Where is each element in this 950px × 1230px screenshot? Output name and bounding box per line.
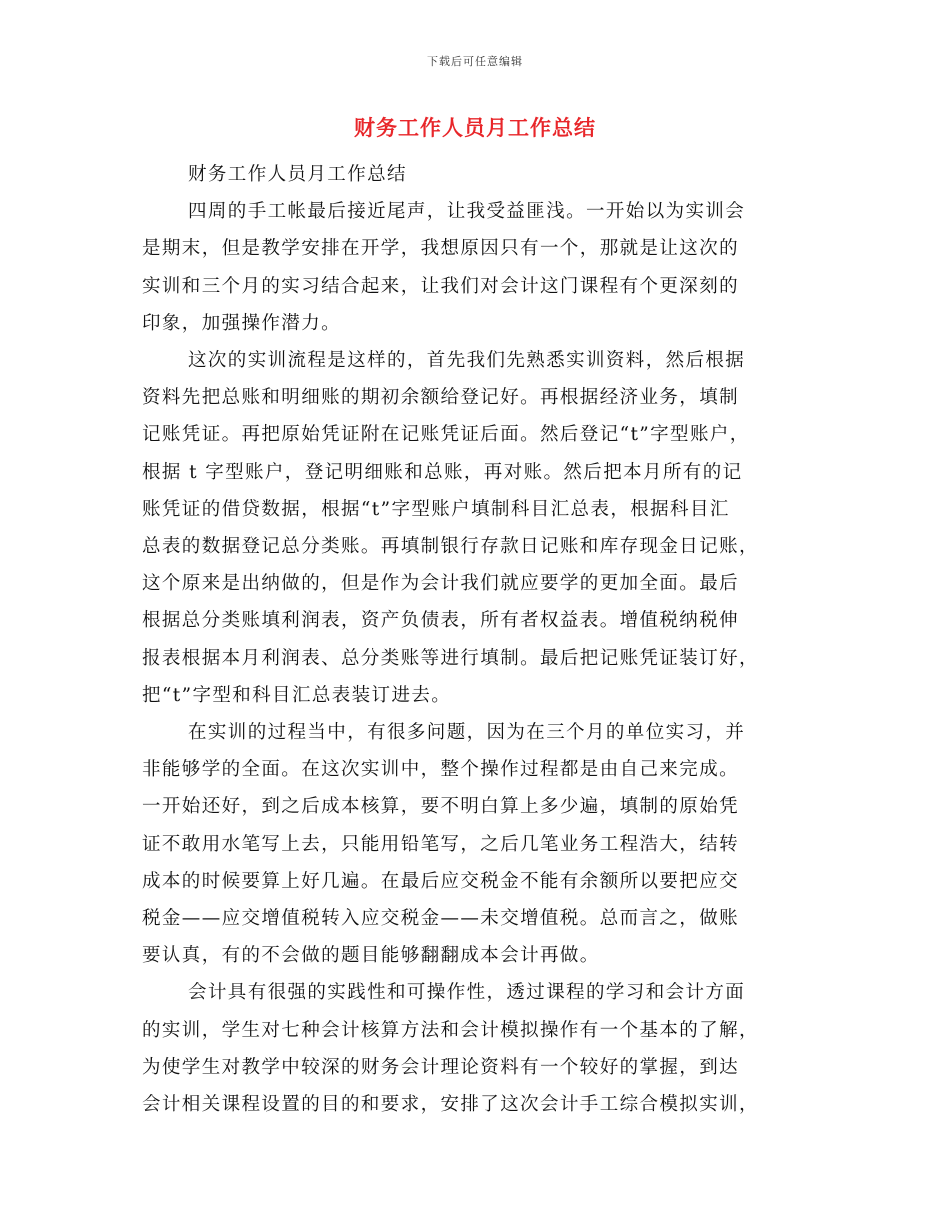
text-line: 账凭证的借贷数据，根据“t”字型账户填制科目汇总表，根据科目汇 (142, 498, 730, 520)
text-line: 报表根据本月利润表、总分类账等进行填制。最后把记账凭证装订好， (142, 647, 759, 669)
paragraph (142, 714, 812, 974)
text-line: 是期末，但是教学安排在开学，我想原因只有一个，那就是让这次的 (142, 238, 740, 260)
paragraph (142, 974, 812, 1123)
text-line: 财务工作人员月工作总结 (188, 164, 407, 185)
text-line: 记账凭证。再把原始凭证附在记账凭证后面。然后登记“t”字型账户， (142, 424, 750, 446)
text-line: 根据总分类账填利润表，资产负债表，所有者权益表。增值税纳税伸 (142, 610, 740, 632)
paragraph (142, 193, 812, 342)
paragraph (142, 342, 812, 714)
text-line: 税金——应交增值税转入应交税金——未交增值税。总而言之，做账 (142, 908, 740, 930)
text-line: 要认真，有的不会做的题目能够翻翻成本会计再做。 (142, 945, 600, 967)
text-line: 总表的数据登记总分类账。再填制银行存款日记账和库存现金日记账， (142, 536, 759, 558)
text-line: 根据 t 字型账户，登记明细账和总账，再对账。然后把本月所有的记 (142, 461, 743, 483)
text-line: 证不敢用水笔写上去，只能用铅笔写，之后几笔业务工程浩大，结转 (142, 833, 740, 855)
text-line: 一开始还好，到之后成本核算，要不明白算上多少遍，填制的原始凭 (142, 796, 740, 818)
text-line: 这个原来是出纳做的，但是作为会计我们就应要学的更加全面。最后 (142, 573, 740, 595)
text-line: 在实训的过程当中，有很多问题，因为在三个月的单位实习，并 (188, 722, 746, 744)
text-line: 印象，加强操作潜力。 (142, 312, 342, 334)
text-line: 成本的时候要算上好几遍。在最后应交税金不能有余额所以要把应交 (142, 870, 740, 892)
header-note: 下载后可任意编辑 (427, 55, 523, 68)
text-line: 为使学生对教学中较深的财务会计理论资料有一个较好的掌握，到达 (142, 1056, 740, 1078)
text-line: 这次的实训流程是这样的，首先我们先熟悉实训资料，然后根据 (188, 350, 746, 372)
text-line: 把“t”字型和科目汇总表装订进去。 (142, 684, 452, 706)
text-line: 非能够学的全面。在这次实训中，整个操作过程都是由自己来完成。 (142, 759, 740, 781)
paragraph (142, 156, 812, 193)
document-body (142, 156, 812, 1123)
text-line: 会计相关课程设置的目的和要求，安排了这次会计手工综合模拟实训， (142, 1094, 759, 1116)
document-title: 财务工作人员月工作总结 (354, 116, 596, 140)
text-line: 资料先把总账和明细账的期初余额给登记好。再根据经济业务，填制 (142, 387, 740, 409)
text-line: 实训和三个月的实习结合起来，让我们对会计这门课程有个更深刻的 (142, 275, 740, 297)
text-line: 的实训，学生对七种会计核算方法和会计模拟操作有一个基本的了解， (142, 1019, 759, 1041)
text-line: 会计具有很强的实践性和可操作性，透过课程的学习和会计方面 (188, 982, 746, 1004)
text-line: 四周的手工帐最后接近尾声，让我受益匪浅。一开始以为实训会 (188, 201, 746, 223)
